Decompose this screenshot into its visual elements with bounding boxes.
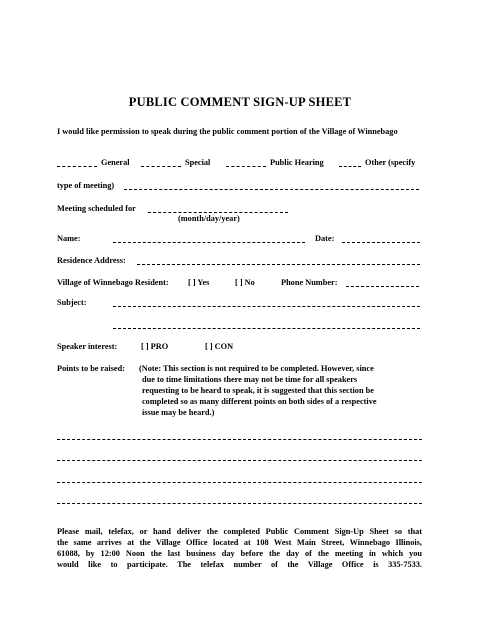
date-label: Date: [315, 234, 335, 243]
footer-line-4: would like to participate. The telefax number of the Village Office is 335-7533. [57, 560, 422, 569]
general-blank[interactable] [57, 166, 97, 167]
special-label: Special [185, 158, 211, 167]
meeting-scheduled-label: Meeting scheduled for [57, 204, 136, 213]
footer-line-2: the same arrives at the Village Office located at 108 West Main Street, Winnebago Illinois, [57, 538, 422, 547]
note-line-3: requesting to be heard to speak, it is suggested that this section be [142, 386, 374, 395]
points-field-4[interactable] [57, 503, 422, 504]
date-format-hint: (month/day/year) [178, 214, 240, 223]
meeting-date-field[interactable] [148, 212, 288, 213]
page-title: PUBLIC COMMENT SIGN-UP SHEET [128, 95, 352, 109]
points-field-2[interactable] [57, 460, 422, 461]
points-label: Points to be raised: [57, 364, 125, 373]
name-label: Name: [57, 234, 81, 243]
speaker-interest-label: Speaker interest: [57, 342, 118, 351]
type-of-meeting-label: type of meeting) [57, 181, 115, 190]
other-blank[interactable] [339, 166, 361, 167]
name-field[interactable] [113, 242, 305, 243]
type-of-meeting-field[interactable] [124, 189, 419, 190]
phone-field[interactable] [346, 286, 419, 287]
residence-field[interactable] [137, 264, 420, 265]
resident-label: Village of Winnebago Resident: [57, 278, 169, 287]
note-line-2: due to time limitations there may not be time for all speakers [142, 375, 358, 384]
note-line-5: issue may be heard.) [142, 408, 215, 417]
intro-text: I would like permission to speak during the public comment portion of the Village of Winnebago [57, 127, 398, 136]
resident-yes-checkbox[interactable]: [ ] Yes [188, 278, 210, 287]
subject-field-1[interactable] [113, 306, 420, 307]
note-line-4: completed so as many different points on both sides of a respective [142, 397, 377, 406]
special-blank[interactable] [141, 166, 181, 167]
general-label: General [101, 158, 130, 167]
footer-line-3: 61088, by 12:00 Noon the last business day before the day of the meeting in which you [57, 549, 422, 558]
public-hearing-label: Public Hearing [270, 158, 324, 167]
public-hearing-blank[interactable] [226, 166, 266, 167]
note-line-1: (Note: This section is not required to be completed. However, since [139, 364, 374, 373]
subject-label: Subject: [57, 298, 87, 307]
points-field-1[interactable] [57, 439, 422, 440]
pro-checkbox[interactable]: [ ] PRO [141, 342, 169, 351]
other-label: Other (specify [365, 158, 416, 167]
subject-field-2[interactable] [113, 328, 420, 329]
resident-no-checkbox[interactable]: [ ] No [235, 278, 255, 287]
con-checkbox[interactable]: [ ] CON [205, 342, 234, 351]
date-field[interactable] [342, 242, 420, 243]
residence-label: Residence Address: [57, 256, 126, 265]
footer-line-1: Please mail, telefax, or hand deliver the completed Public Comment Sign-Up Sheet so that [57, 527, 422, 536]
points-field-3[interactable] [57, 482, 422, 483]
phone-label: Phone Number: [281, 278, 338, 287]
